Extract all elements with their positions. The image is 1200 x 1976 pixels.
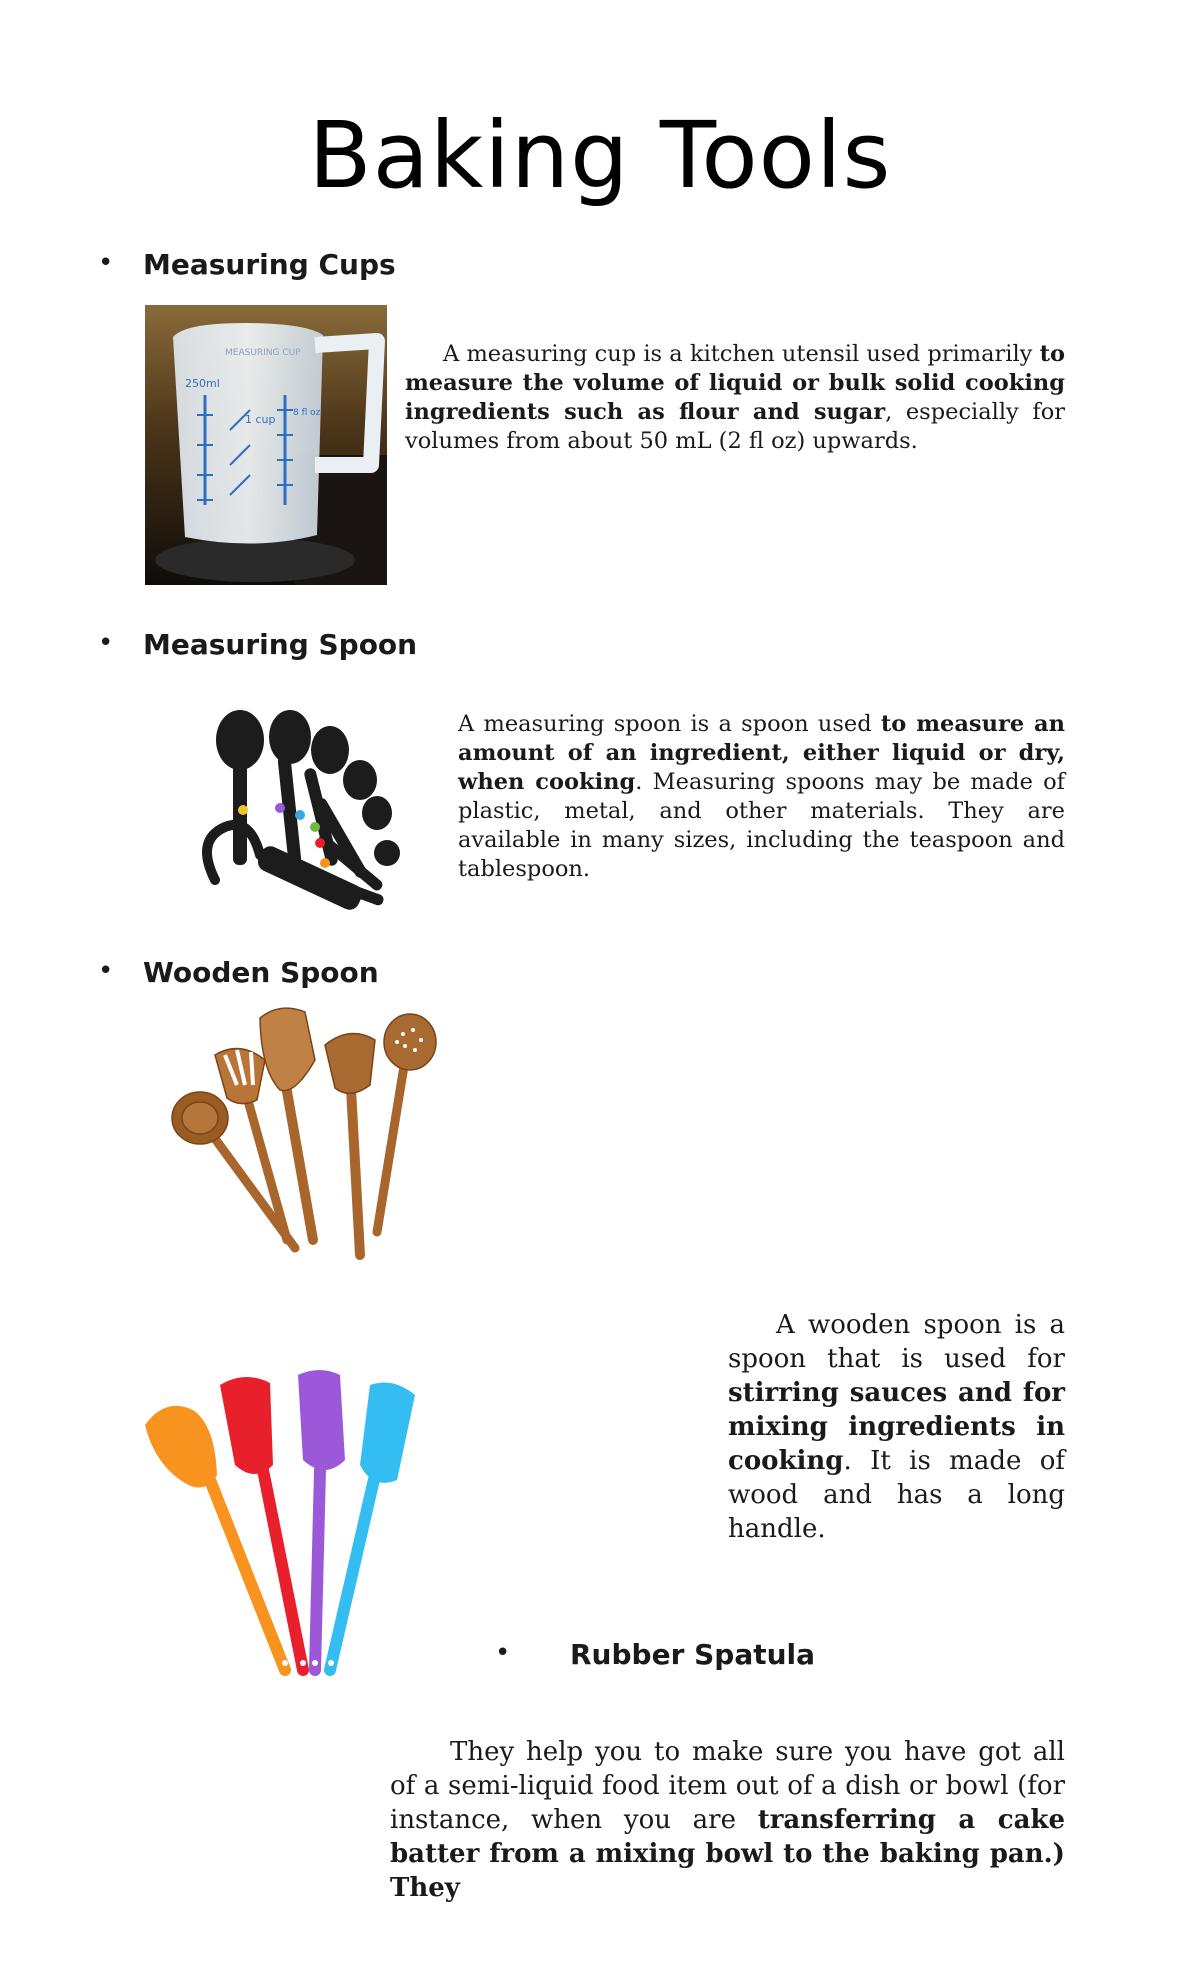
heading-wooden-spoon: Wooden Spoon [143, 956, 379, 989]
rubber-spatula-description [390, 1735, 1065, 1905]
measuring-cups-text-2: , especially for volumes from about 50 mL (2 fl oz) upwards. [405, 399, 1066, 454]
wooden-spoon-text-bold: stirring sauces and for mixing ingredients in cooking [728, 1378, 1065, 1476]
measuring-cups-description [405, 340, 1065, 456]
heading-rubber-spatula: Rubber Spatula [570, 1638, 816, 1671]
bullet-measuring-cups: • [98, 248, 114, 278]
measuring-spoons-image [195, 705, 425, 930]
cup-ml-label: 250ml [185, 377, 220, 390]
bullet-wooden-spoon: • [98, 956, 114, 986]
heading-measuring-spoon: Measuring Spoon [143, 628, 418, 661]
wooden-spoon-text-2: . It is made of wood and has a long handle. [728, 1446, 1065, 1544]
measuring-spoon-text-2: . Measuring spoons may be made of plastic, metal, and other materials. They are available in many sizes, including the teaspoon and tablespoon. [458, 769, 1065, 882]
rubber-spatula-text-1: They help you to make sure you have got all of a semi-liquid food item out of a dish or bowl (for instance, when you are [390, 1737, 1065, 1835]
measuring-spoon-text-1: A measuring spoon is a spoon used [458, 711, 881, 737]
wooden-spoon-description [728, 1308, 1065, 1546]
bullet-measuring-spoon: • [98, 628, 114, 658]
measuring-cups-text-1: A measuring cup is a kitchen utensil used primarily [443, 341, 1040, 367]
measuring-cup-image [145, 305, 387, 585]
wooden-spoon-text-1: A wooden spoon is a spoon that is used for [728, 1310, 1065, 1374]
cup-oz-label: 8 fl oz [293, 408, 321, 418]
measuring-spoon-description [458, 710, 1065, 884]
cup-brand-label: MEASURING CUP [225, 348, 301, 358]
bullet-rubber-spatula: • [495, 1638, 511, 1668]
rubber-spatula-text-bold: transferring a cake batter from a mixing bowl to the baking pan.) They [390, 1805, 1065, 1903]
heading-measuring-cups: Measuring Cups [143, 248, 396, 281]
measuring-spoon-text-bold: to measure an amount of an ingredient, either liquid or dry, when cooking [458, 711, 1065, 795]
measuring-cups-text-bold: to measure the volume of liquid or bulk solid cooking ingredients such as flour and sugar [405, 341, 1065, 425]
cup-cup-label: 1 cup [245, 413, 276, 426]
rubber-spatulas-image [135, 1365, 455, 1685]
wooden-spoons-image [165, 1000, 445, 1275]
page-title: Baking Tools [308, 102, 892, 209]
